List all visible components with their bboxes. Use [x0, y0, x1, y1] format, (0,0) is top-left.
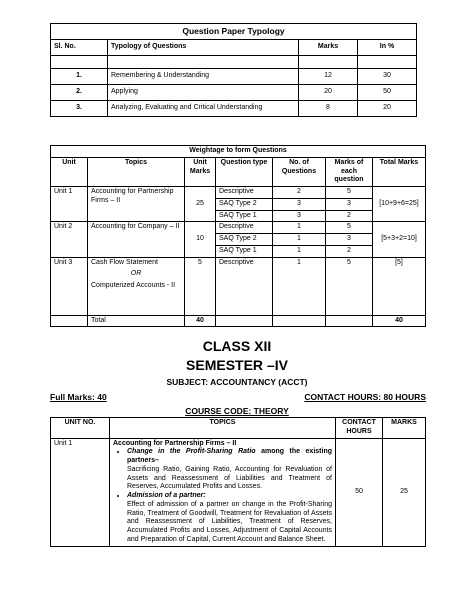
topic-title: Accounting for Partnership Firms – II: [113, 439, 237, 447]
cell: Descriptive: [216, 257, 273, 315]
cell: [88, 257, 185, 315]
list-item: [127, 492, 332, 545]
cell: Remembering & Understanding: [108, 69, 299, 85]
cell: 5: [185, 257, 216, 315]
cell: 30: [358, 69, 417, 85]
col-header: TOPICS: [110, 418, 336, 439]
col-header: Unit Marks: [185, 157, 216, 186]
table-row: [51, 257, 426, 315]
table-row: [51, 69, 417, 85]
col-header: Sl. No.: [51, 40, 108, 56]
empty-cell: [51, 315, 88, 327]
cell: [10+9+6=25]: [373, 187, 426, 222]
class-heading: CLASS XII: [202, 338, 272, 354]
empty-cell: [273, 315, 326, 327]
cell: 2: [326, 210, 373, 222]
table-row: [51, 101, 417, 117]
cell: 1: [273, 234, 326, 246]
cell: 1: [273, 222, 326, 234]
cell: 25: [383, 438, 426, 546]
cell: Applying: [108, 85, 299, 101]
cell: SAQ Type 2: [216, 234, 273, 246]
cell: [5+3+2=10]: [373, 222, 426, 257]
cell: 5: [326, 257, 373, 315]
cell: Descriptive: [216, 222, 273, 234]
full-marks: Full Marks: 40: [50, 392, 107, 402]
empty-cell: [299, 56, 358, 69]
bullet-body: Sacrificing Ratio, Gaining Ratio, Accounting for Revaluation of Assets and Reassessment of Liabilities and Treatment of Reserves, Accumulated Profits and Losses.: [127, 465, 332, 491]
cell: 1.: [51, 69, 108, 85]
cell: Unit 1: [51, 187, 88, 222]
table-row: [51, 315, 426, 327]
empty-cell: [51, 56, 108, 69]
cell: SAQ Type 2: [216, 198, 273, 210]
list-item: [127, 448, 332, 492]
col-header: Marks of each question: [326, 157, 373, 186]
cell: Unit 1: [51, 438, 110, 546]
typology-table: [50, 23, 417, 117]
table-row: [51, 438, 426, 546]
col-header: Question type: [216, 157, 273, 186]
col-header: UNIT NO.: [51, 418, 110, 439]
topic-text: Computerized Accounts - II: [91, 282, 176, 289]
cell: Accounting for Partnership Firms – II: [88, 187, 185, 222]
course-table: [50, 417, 426, 547]
course-code: COURSE CODE: THEORY: [185, 406, 289, 416]
empty-cell: [358, 56, 417, 69]
cell: 10: [185, 222, 216, 257]
cell: 5: [326, 222, 373, 234]
weightage-title: Weightage to form Questions: [51, 146, 426, 158]
cell: Accounting for Company – II: [88, 222, 185, 257]
cell: 3.: [51, 101, 108, 117]
bullet-title-rest: among the existing partners–: [127, 448, 332, 464]
cell: 3: [326, 198, 373, 210]
cell: 3: [273, 198, 326, 210]
cell: 50: [336, 438, 383, 546]
cell: Total: [88, 315, 185, 327]
col-header: Typology of Questions: [108, 40, 299, 56]
weightage-table: [50, 145, 426, 327]
cell: 3: [326, 234, 373, 246]
cell: Analyzing, Evaluating and Critical Understanding: [108, 101, 299, 117]
col-header: CONTACT HOURS: [336, 418, 383, 439]
empty-cell: [108, 56, 299, 69]
cell: 2: [273, 187, 326, 199]
cell: 1: [273, 245, 326, 257]
col-header: In %: [358, 40, 417, 56]
col-header: Total Marks: [373, 157, 426, 186]
typology-title: Question Paper Typology: [51, 24, 417, 40]
col-header: Topics: [88, 157, 185, 186]
cell: 5: [326, 187, 373, 199]
empty-cell: [216, 315, 273, 327]
cell: SAQ Type 1: [216, 245, 273, 257]
cell: 25: [185, 187, 216, 222]
bullet-title: Admission of a partner:: [127, 492, 206, 499]
topic-list: [113, 448, 332, 544]
table-row: [51, 85, 417, 101]
subject-heading: SUBJECT: ACCOUNTANCY (ACCT): [166, 377, 308, 387]
empty-cell: [326, 315, 373, 327]
cell: 40: [185, 315, 216, 327]
cell: Unit 2: [51, 222, 88, 257]
cell: Descriptive: [216, 187, 273, 199]
cell: 8: [299, 101, 358, 117]
cell: 40: [373, 315, 426, 327]
semester-heading: SEMESTER –IV: [186, 357, 288, 373]
col-header: Unit: [51, 157, 88, 186]
col-header: No. of Questions: [273, 157, 326, 186]
cell: 20: [358, 101, 417, 117]
cell: 2.: [51, 85, 108, 101]
col-header: Marks: [299, 40, 358, 56]
or-text: OR: [130, 270, 142, 278]
topic-text: Cash Flow Statement: [91, 258, 158, 266]
cell: 1: [273, 257, 326, 315]
cell: 2: [326, 245, 373, 257]
bullet-body: Effect of admission of a partner on change in the Profit-Sharing Ratio, Treatment of Goodwill, Treatment for Revaluation of Assets and Reassessment of Liabilities, Treatment of Reserves, Accumulated Profits and Losses, Adjustment of Capital Accounts and Preparation of Capital, Current Account and Balance Sheet.: [127, 500, 332, 543]
col-header: MARKS: [383, 418, 426, 439]
cell: 20: [299, 85, 358, 101]
cell: 3: [273, 210, 326, 222]
topics-cell: [110, 438, 336, 546]
cell: 12: [299, 69, 358, 85]
bullet-title: Change in the Profit-Sharing Ratio: [127, 448, 256, 456]
table-row: [51, 187, 426, 199]
table-row: [51, 222, 426, 234]
contact-hours: CONTACT HOURS: 80 HOURS: [304, 392, 426, 402]
cell: 50: [358, 85, 417, 101]
cell: [5]: [373, 257, 426, 315]
cell: Unit 3: [51, 257, 88, 315]
cell: SAQ Type 1: [216, 210, 273, 222]
